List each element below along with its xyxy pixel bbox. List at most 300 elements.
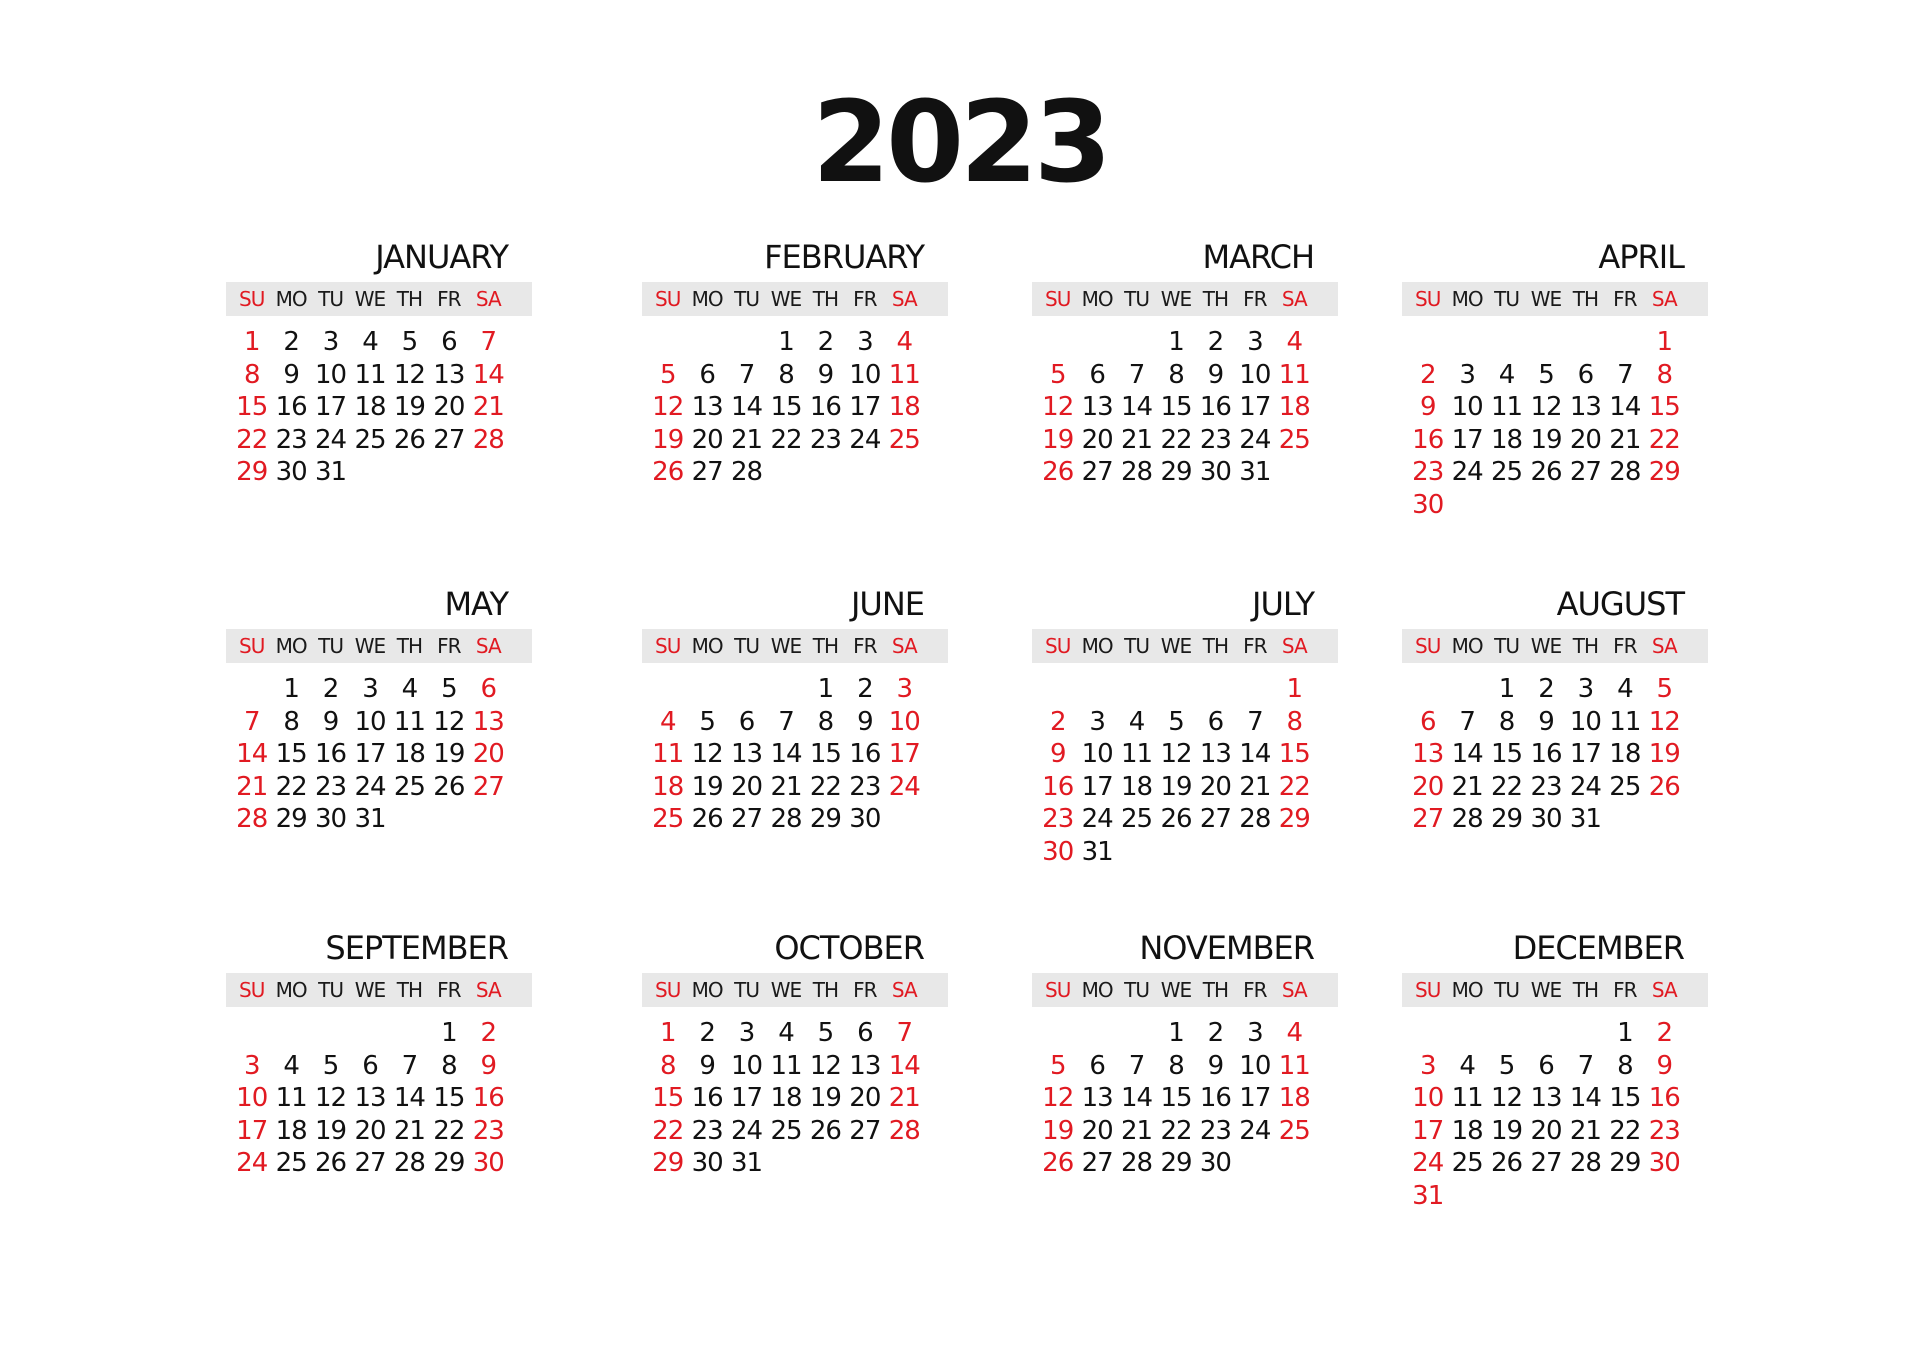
day-cell: 3 — [1577, 674, 1594, 704]
month-name: SEPTEMBER — [325, 929, 508, 967]
day-cell: 31 — [354, 804, 386, 834]
empty-cell — [311, 1017, 350, 1050]
empty-cell — [648, 326, 687, 359]
month-calendar — [1032, 583, 1338, 868]
day-cell: 8 — [659, 1050, 676, 1081]
day-cell: 15 — [1609, 1083, 1641, 1113]
day-cell: 6 — [1419, 706, 1436, 737]
day-cell: 29 — [433, 1148, 465, 1178]
day-cell: 2 — [283, 327, 299, 357]
day-cell: 3 — [1089, 706, 1105, 737]
day-cell: 13 — [1530, 1083, 1562, 1113]
weekday-label: TU — [1494, 978, 1519, 1002]
day-cell: 22 — [1160, 1115, 1192, 1146]
day-cell: 7 — [1577, 1050, 1594, 1081]
day-cell: 16 — [472, 1083, 504, 1113]
month-name: MAY — [444, 585, 508, 623]
month-calendar — [1402, 236, 1708, 521]
weekday-label: FR — [437, 287, 461, 311]
day-cell: 12 — [433, 706, 465, 737]
day-cell: 20 — [472, 739, 504, 769]
day-cell: 4 — [1286, 327, 1303, 357]
day-cell: 6 — [1089, 359, 1105, 390]
day-cell: 26 — [1160, 804, 1192, 834]
day-cell: 15 — [1160, 392, 1192, 422]
day-cell: 30 — [691, 1148, 723, 1178]
day-cell: 29 — [1278, 804, 1310, 834]
month-calendar — [642, 927, 948, 1180]
day-cell: 21 — [1121, 1115, 1153, 1146]
day-cell: 12 — [1530, 392, 1562, 422]
empty-cell — [390, 1017, 429, 1050]
day-cell: 5 — [817, 1018, 834, 1048]
weekday-header — [1032, 282, 1338, 316]
weekday-label: TU — [734, 978, 759, 1002]
day-cell: 8 — [1286, 706, 1303, 737]
day-cell: 21 — [1569, 1115, 1601, 1146]
day-cell: 17 — [1569, 739, 1601, 769]
day-cell: 10 — [236, 1083, 268, 1113]
day-cell: 2 — [1419, 359, 1436, 390]
day-cell: 21 — [236, 771, 268, 802]
day-cell: 10 — [888, 706, 920, 737]
month-name: NOVEMBER — [1139, 929, 1314, 967]
day-cell: 23 — [1530, 771, 1562, 802]
day-cell: 14 — [1121, 1083, 1153, 1113]
day-cell: 6 — [1538, 1050, 1554, 1081]
day-cell: 28 — [1121, 1148, 1153, 1178]
day-cell: 19 — [1530, 424, 1562, 455]
month-name: FEBRUARY — [764, 238, 924, 276]
day-cell: 25 — [1121, 804, 1153, 834]
empty-cell — [1038, 1017, 1077, 1050]
day-grid — [1032, 673, 1338, 868]
day-cell: 3 — [896, 674, 913, 704]
day-cell: 25 — [1609, 771, 1641, 802]
empty-cell — [1235, 673, 1274, 706]
day-cell: 11 — [770, 1050, 802, 1081]
weekday-label: TU — [318, 978, 343, 1002]
day-cell: 27 — [1081, 457, 1113, 487]
empty-cell — [687, 673, 726, 706]
day-cell: 29 — [1160, 1148, 1192, 1178]
day-cell: 24 — [1239, 424, 1271, 455]
day-cell: 17 — [236, 1115, 268, 1146]
day-cell: 13 — [849, 1050, 881, 1081]
day-cell: 16 — [1199, 1083, 1231, 1113]
day-cell: 11 — [275, 1083, 307, 1113]
day-cell: 16 — [275, 392, 307, 422]
weekday-label: FR — [853, 978, 877, 1002]
day-cell: 12 — [1160, 739, 1192, 769]
day-cell: 5 — [659, 359, 676, 390]
day-cell: 22 — [770, 424, 802, 455]
day-cell: 12 — [691, 739, 723, 769]
day-cell: 7 — [1128, 1050, 1145, 1081]
month-name: JUNE — [850, 585, 924, 623]
day-cell: 18 — [393, 739, 425, 769]
day-cell: 19 — [1491, 1115, 1523, 1146]
weekday-header — [1032, 629, 1338, 663]
day-grid — [1032, 326, 1338, 489]
empty-cell — [1526, 326, 1565, 359]
day-cell: 23 — [1199, 1115, 1231, 1146]
day-cell: 4 — [401, 674, 418, 704]
day-cell: 11 — [354, 359, 386, 390]
day-cell: 5 — [1168, 706, 1184, 737]
weekday-label: SU — [655, 634, 681, 658]
day-cell: 28 — [472, 424, 504, 455]
day-cell: 12 — [1042, 1083, 1074, 1113]
weekday-label: WE — [1530, 287, 1562, 311]
day-cell: 27 — [1412, 804, 1444, 834]
empty-cell — [727, 673, 766, 706]
day-cell: 9 — [1207, 1050, 1224, 1081]
day-cell: 16 — [1648, 1083, 1680, 1113]
day-cell: 22 — [809, 771, 841, 802]
day-cell: 3 — [1247, 1018, 1263, 1048]
day-cell: 30 — [275, 457, 307, 487]
weekday-label: SA — [891, 978, 917, 1002]
empty-cell — [1077, 673, 1116, 706]
day-cell: 20 — [731, 771, 763, 802]
day-cell: 29 — [1648, 457, 1680, 487]
day-cell: 30 — [472, 1148, 504, 1178]
day-cell: 2 — [1207, 1018, 1224, 1048]
day-cell: 17 — [731, 1083, 763, 1113]
day-cell: 1 — [243, 327, 260, 357]
day-cell: 28 — [1121, 457, 1153, 487]
weekday-label: TH — [812, 634, 839, 658]
day-cell: 28 — [1609, 457, 1641, 487]
day-cell: 7 — [243, 706, 260, 737]
weekday-label: TH — [396, 978, 423, 1002]
day-cell: 22 — [236, 424, 268, 455]
day-grid — [1402, 673, 1708, 836]
day-cell: 3 — [362, 674, 378, 704]
day-cell: 23 — [809, 424, 841, 455]
day-cell: 20 — [1569, 424, 1601, 455]
weekday-label: FR — [1613, 978, 1637, 1002]
day-cell: 20 — [1412, 771, 1444, 802]
day-cell: 5 — [401, 327, 418, 357]
day-cell: 23 — [849, 771, 881, 802]
day-cell: 22 — [1609, 1115, 1641, 1146]
day-cell: 23 — [315, 771, 347, 802]
day-cell: 6 — [1577, 359, 1594, 390]
day-cell: 31 — [1081, 836, 1113, 867]
day-cell: 17 — [849, 392, 881, 422]
day-cell: 18 — [354, 392, 386, 422]
day-cell: 24 — [354, 771, 386, 802]
empty-cell — [1566, 1017, 1605, 1050]
empty-cell — [1038, 326, 1077, 359]
day-cell: 19 — [1160, 771, 1192, 802]
weekday-label: SU — [239, 287, 265, 311]
day-cell: 18 — [1491, 424, 1523, 455]
weekday-label: MO — [1081, 978, 1113, 1002]
day-cell: 20 — [691, 424, 723, 455]
day-grid — [1032, 1017, 1338, 1180]
day-cell: 8 — [441, 1050, 457, 1081]
day-cell: 8 — [1498, 706, 1515, 737]
day-cell: 9 — [1419, 392, 1436, 422]
day-cell: 10 — [1451, 392, 1483, 422]
day-cell: 4 — [659, 706, 676, 737]
day-cell: 28 — [1451, 804, 1483, 834]
day-grid — [226, 673, 532, 836]
day-cell: 24 — [1569, 771, 1601, 802]
day-cell: 4 — [1459, 1050, 1475, 1081]
day-cell: 1 — [1617, 1018, 1633, 1048]
day-cell: 6 — [738, 706, 755, 737]
weekday-label: SA — [475, 634, 501, 658]
day-cell: 13 — [1081, 392, 1113, 422]
day-cell: 6 — [1207, 706, 1224, 737]
day-cell: 10 — [1412, 1083, 1444, 1113]
empty-cell — [1117, 326, 1156, 359]
weekday-label: MO — [691, 634, 723, 658]
day-cell: 2 — [1538, 674, 1554, 704]
day-cell: 15 — [275, 739, 307, 769]
weekday-label: MO — [691, 978, 723, 1002]
empty-cell — [1196, 673, 1235, 706]
weekday-label: SU — [1045, 634, 1071, 658]
weekday-header — [642, 282, 948, 316]
weekday-label: WE — [1160, 978, 1192, 1002]
day-cell: 27 — [472, 771, 504, 802]
weekday-label: TU — [318, 634, 343, 658]
day-cell: 18 — [1609, 739, 1641, 769]
day-cell: 2 — [857, 674, 873, 704]
weekday-label: WE — [1160, 634, 1192, 658]
day-cell: 21 — [472, 392, 504, 422]
day-cell: 7 — [401, 1050, 418, 1081]
day-cell: 19 — [809, 1083, 841, 1113]
day-cell: 9 — [1049, 739, 1066, 769]
day-cell: 15 — [1491, 739, 1523, 769]
weekday-label: WE — [770, 634, 802, 658]
day-cell: 26 — [809, 1115, 841, 1146]
weekday-label: FR — [853, 287, 877, 311]
empty-cell — [1038, 673, 1077, 706]
day-cell: 1 — [778, 327, 794, 357]
day-cell: 6 — [857, 1018, 873, 1048]
day-cell: 11 — [1121, 739, 1153, 769]
day-cell: 13 — [1199, 739, 1231, 769]
day-cell: 21 — [1609, 424, 1641, 455]
weekday-label: SU — [1045, 978, 1071, 1002]
weekday-label: TU — [1124, 634, 1149, 658]
day-cell: 19 — [393, 392, 425, 422]
weekday-label: WE — [770, 978, 802, 1002]
weekday-label: TH — [396, 287, 423, 311]
day-cell: 27 — [1530, 1148, 1562, 1178]
day-cell: 24 — [236, 1148, 268, 1178]
day-cell: 6 — [362, 1050, 378, 1081]
day-cell: 3 — [1419, 1050, 1436, 1081]
day-cell: 1 — [1286, 674, 1303, 704]
weekday-label: SA — [1651, 978, 1677, 1002]
day-cell: 19 — [691, 771, 723, 802]
weekday-label: FR — [1613, 634, 1637, 658]
day-cell: 3 — [1459, 359, 1475, 390]
day-cell: 25 — [1278, 1115, 1310, 1146]
day-cell: 13 — [1412, 739, 1444, 769]
day-cell: 10 — [731, 1050, 763, 1081]
day-cell: 9 — [1538, 706, 1554, 737]
weekday-label: SU — [655, 978, 681, 1002]
day-cell: 24 — [1239, 1115, 1271, 1146]
day-cell: 2 — [699, 1018, 715, 1048]
day-cell: 29 — [1491, 804, 1523, 834]
weekday-header — [1402, 282, 1708, 316]
empty-cell — [271, 1017, 310, 1050]
day-cell: 11 — [1278, 1050, 1310, 1081]
day-cell: 2 — [1207, 327, 1224, 357]
month-name: DECEMBER — [1512, 929, 1684, 967]
empty-cell — [1077, 1017, 1116, 1050]
weekday-label: SA — [891, 634, 917, 658]
day-cell: 14 — [1609, 392, 1641, 422]
day-cell: 12 — [1491, 1083, 1523, 1113]
day-cell: 10 — [1239, 1050, 1271, 1081]
day-cell: 28 — [770, 804, 802, 834]
weekday-label: SU — [239, 634, 265, 658]
day-cell: 4 — [362, 327, 378, 357]
day-cell: 15 — [433, 1083, 465, 1113]
day-cell: 27 — [1081, 1148, 1113, 1178]
day-cell: 26 — [652, 457, 684, 487]
day-cell: 15 — [770, 392, 802, 422]
day-cell: 12 — [393, 359, 425, 390]
weekday-label: WE — [1160, 287, 1192, 311]
day-cell: 7 — [778, 706, 794, 737]
day-cell: 9 — [480, 1050, 497, 1081]
weekday-header — [1402, 973, 1708, 1007]
day-cell: 20 — [354, 1115, 386, 1146]
day-cell: 4 — [896, 327, 913, 357]
day-cell: 24 — [849, 424, 881, 455]
day-cell: 26 — [433, 771, 465, 802]
empty-cell — [1447, 326, 1486, 359]
day-cell: 18 — [652, 771, 684, 802]
weekday-label: MO — [275, 287, 307, 311]
day-cell: 13 — [731, 739, 763, 769]
day-cell: 1 — [1168, 1018, 1184, 1048]
day-cell: 13 — [433, 359, 465, 390]
day-cell: 28 — [888, 1115, 920, 1146]
weekday-label: MO — [275, 634, 307, 658]
day-cell: 2 — [1656, 1018, 1673, 1048]
day-cell: 14 — [770, 739, 802, 769]
day-cell: 3 — [243, 1050, 260, 1081]
day-cell: 17 — [888, 739, 920, 769]
day-cell: 25 — [393, 771, 425, 802]
weekday-label: WE — [1530, 978, 1562, 1002]
day-grid — [226, 1017, 532, 1180]
weekday-label: SA — [891, 287, 917, 311]
weekday-label: SA — [1281, 634, 1307, 658]
weekday-label: TH — [1572, 978, 1599, 1002]
day-cell: 18 — [275, 1115, 307, 1146]
day-cell: 14 — [731, 392, 763, 422]
day-cell: 28 — [393, 1148, 425, 1178]
day-cell: 15 — [1648, 392, 1680, 422]
weekday-label: TH — [1202, 634, 1229, 658]
day-cell: 5 — [1656, 674, 1673, 704]
day-cell: 20 — [1081, 424, 1113, 455]
day-cell: 27 — [1569, 457, 1601, 487]
weekday-label: FR — [1243, 287, 1267, 311]
day-cell: 23 — [275, 424, 307, 455]
day-grid — [642, 326, 948, 489]
day-cell: 25 — [1491, 457, 1523, 487]
day-cell: 28 — [1239, 804, 1271, 834]
weekday-label: MO — [1451, 634, 1483, 658]
day-cell: 26 — [315, 1148, 347, 1178]
day-cell: 1 — [1656, 327, 1673, 357]
weekday-label: MO — [1081, 287, 1113, 311]
day-cell: 10 — [849, 359, 881, 390]
day-cell: 25 — [275, 1148, 307, 1178]
month-name: OCTOBER — [774, 929, 924, 967]
day-cell: 15 — [809, 739, 841, 769]
day-cell: 17 — [1081, 771, 1113, 802]
weekday-header — [642, 629, 948, 663]
weekday-label: SA — [1651, 634, 1677, 658]
day-cell: 17 — [354, 739, 386, 769]
empty-cell — [232, 1017, 271, 1050]
day-cell: 27 — [731, 804, 763, 834]
day-cell: 9 — [1207, 359, 1224, 390]
month-name: JULY — [1252, 585, 1314, 623]
day-cell: 27 — [354, 1148, 386, 1178]
month-name: APRIL — [1598, 238, 1684, 276]
weekday-label: WE — [354, 634, 386, 658]
empty-cell — [1526, 1017, 1565, 1050]
weekday-label: SU — [1415, 287, 1441, 311]
empty-cell — [1077, 326, 1116, 359]
day-cell: 12 — [1648, 706, 1680, 737]
day-cell: 1 — [1498, 674, 1515, 704]
day-cell: 29 — [652, 1148, 684, 1178]
day-cell: 24 — [1412, 1148, 1444, 1178]
day-cell: 5 — [441, 674, 457, 704]
day-cell: 7 — [480, 327, 497, 357]
day-cell: 22 — [433, 1115, 465, 1146]
day-cell: 30 — [1199, 1148, 1231, 1178]
day-cell: 26 — [1042, 457, 1074, 487]
day-cell: 11 — [1609, 706, 1641, 737]
empty-cell — [1566, 326, 1605, 359]
empty-cell — [1156, 673, 1195, 706]
day-cell: 8 — [1168, 1050, 1184, 1081]
day-cell: 19 — [1648, 739, 1680, 769]
weekday-label: WE — [354, 287, 386, 311]
day-cell: 23 — [472, 1115, 504, 1146]
weekday-label: SU — [1415, 634, 1441, 658]
day-cell: 4 — [1286, 1018, 1303, 1048]
day-cell: 19 — [1042, 424, 1074, 455]
day-cell: 31 — [1412, 1180, 1444, 1211]
day-cell: 25 — [354, 424, 386, 455]
month-calendar — [1402, 927, 1708, 1212]
day-cell: 11 — [652, 739, 684, 769]
day-cell: 1 — [817, 674, 834, 704]
day-cell: 7 — [1128, 359, 1145, 390]
day-cell: 11 — [1451, 1083, 1483, 1113]
